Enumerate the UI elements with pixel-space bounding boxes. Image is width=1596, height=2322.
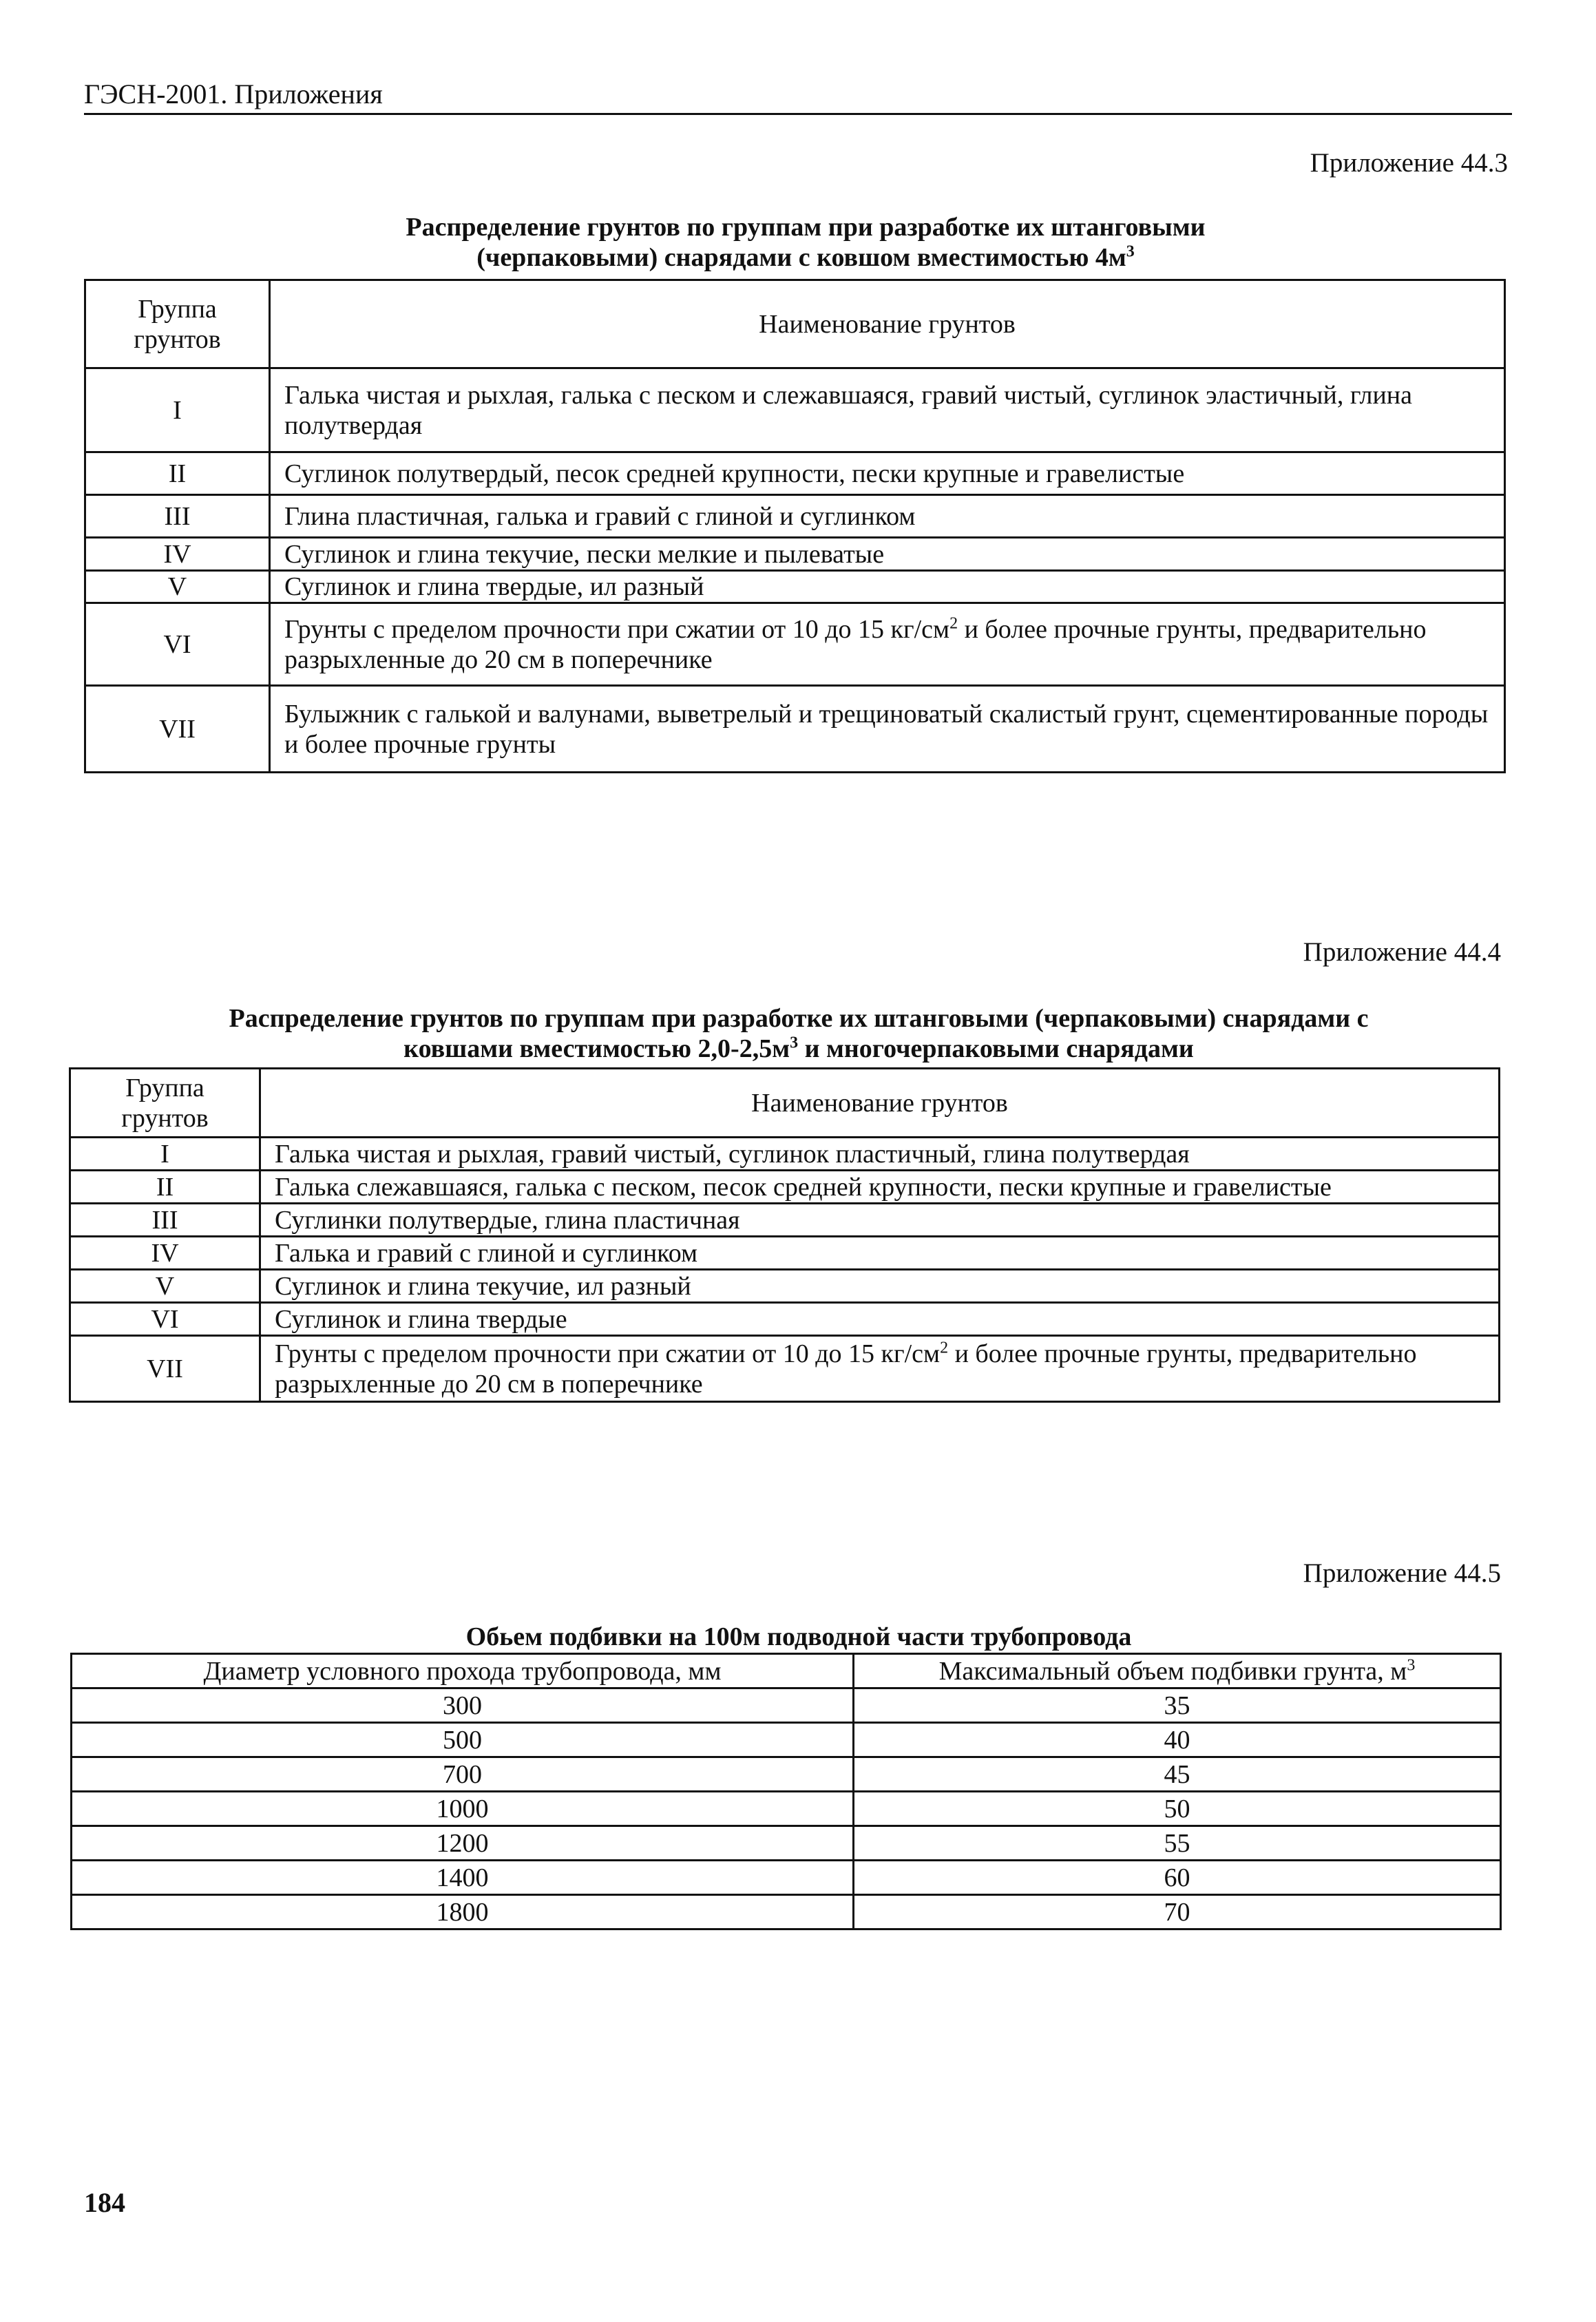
title-line-1: Распределение грунтов по группам при разработке их штанговыми (406, 213, 1206, 242)
diameter-cell: 700 (72, 1757, 854, 1792)
table-row (72, 1757, 1501, 1792)
soil-name-cell: Глина пластичная, галька и гравий с глиной и суглинком (270, 495, 1505, 538)
group-cell: I (70, 1138, 260, 1171)
appendix-44-4-label: Приложение 44.4 (1303, 937, 1501, 967)
group-cell: II (85, 452, 270, 495)
soil-name-cell: Суглинок и глина твердые, ил разный (270, 571, 1505, 603)
diameter-cell: 500 (72, 1723, 854, 1757)
group-cell: VI (85, 603, 270, 686)
volume-cell: 45 (854, 1757, 1501, 1792)
soil-name-cell: Суглинки полутвердые, глина пластичная (260, 1204, 1500, 1237)
soil-name-cell: Суглинок и глина текучие, пески мелкие и пылеватые (270, 538, 1505, 571)
group-cell: III (85, 495, 270, 538)
diameter-cell: 1200 (72, 1826, 854, 1861)
soil-name-cell: Галька чистая и рыхлая, гравий чистый, суглинок пластичный, глина полутвердая (260, 1138, 1500, 1171)
volume-cell: 40 (854, 1723, 1501, 1757)
table-row (85, 603, 1505, 686)
group-cell: V (70, 1270, 260, 1303)
col-header-group: Группа грунтов (70, 1069, 260, 1138)
col-header-name: Наименование грунтов (270, 280, 1505, 368)
col-header-diameter: Диаметр условного прохода трубопровода, мм (72, 1654, 854, 1688)
volume-cell: 35 (854, 1688, 1501, 1723)
diameter-cell: 300 (72, 1688, 854, 1723)
col-header-name: Наименование грунтов (260, 1069, 1500, 1138)
soil-name-cell: Галька чистая и рыхлая, галька с песком и слежавшаяся, гравий чистый, суглинок эластичный, глина полутвердая (270, 368, 1505, 452)
table-row (70, 1336, 1500, 1402)
group-cell: IV (70, 1237, 260, 1270)
appendix-44-5-title: Обьем подбивки на 100м подводной части трубопровода (465, 1622, 1132, 1651)
table-row (70, 1171, 1500, 1204)
group-cell: VI (70, 1303, 260, 1336)
appendix-44-5-label: Приложение 44.5 (1303, 1558, 1501, 1588)
soil-name-cell: Булыжник с галькой и валунами, выветрелый и трещиноватый скалистый грунт, сцементированные породы и более прочные грунты (270, 686, 1505, 773)
volume-cell: 70 (854, 1895, 1501, 1929)
soil-name-cell: Суглинок и глина текучие, ил разный (260, 1270, 1500, 1303)
table-row (85, 368, 1505, 452)
group-cell: V (85, 571, 270, 603)
table-row (85, 538, 1505, 571)
table-row (72, 1723, 1501, 1757)
group-cell: II (70, 1171, 260, 1204)
table-row (70, 1237, 1500, 1270)
soil-groups-table-44-4 (69, 1067, 1500, 1403)
diameter-cell: 1000 (72, 1792, 854, 1826)
soil-name-cell: Галька слежавшаяся, галька с песком, песок средней крупности, пески крупные и гравелистые (260, 1171, 1500, 1204)
diameter-cell: 1800 (72, 1895, 854, 1929)
title-line-2: ковшами вместимостью $2,0-2,5м^3$ и многочерпаковыми снарядами (403, 1034, 1194, 1063)
pipeline-backfill-table (70, 1653, 1502, 1930)
table-row (72, 1895, 1501, 1929)
table-row (85, 571, 1505, 603)
col-header-group: Группа грунтов (85, 280, 270, 368)
table-row (70, 1204, 1500, 1237)
appendix-44-4-title (110, 1003, 1487, 1064)
soil-name-cell: Суглинок и глина твердые (260, 1303, 1500, 1336)
col-header-volume: Максимальный объем подбивки грунта, $м^3$ (854, 1654, 1501, 1688)
table-header-row (85, 280, 1505, 368)
table-header-row (70, 1069, 1500, 1138)
group-cell: III (70, 1204, 260, 1237)
table-row (72, 1792, 1501, 1826)
title-line-1: Распределение грунтов по группам при разработке их штанговыми (черпаковыми) снарядами с (229, 1004, 1369, 1033)
table-row (72, 1861, 1501, 1895)
volume-cell: 50 (854, 1792, 1501, 1826)
appendix-44-3-title (275, 212, 1336, 273)
table-row (70, 1270, 1500, 1303)
group-cell: VII (70, 1336, 260, 1402)
table-row (70, 1303, 1500, 1336)
table-row (72, 1826, 1501, 1861)
table-row (85, 495, 1505, 538)
soil-name-cell: Галька и гравий с глиной и суглинком (260, 1237, 1500, 1270)
table-row (85, 452, 1505, 495)
group-cell: IV (85, 538, 270, 571)
volume-cell: 60 (854, 1861, 1501, 1895)
soil-name-cell: Грунты с пределом прочности при сжатии от 10 до 15 $кг/см^2$ и более прочные грунты, предварительно разрыхленные до 20 см в поперечнике (260, 1336, 1500, 1402)
page-number: 184 (84, 2187, 125, 2218)
group-cell: VII (85, 686, 270, 773)
soil-groups-table-44-3 (84, 279, 1506, 773)
soil-name-cell: Суглинок полутвердый, песок средней крупности, пески крупные и гравелистые (270, 452, 1505, 495)
group-cell: I (85, 368, 270, 452)
diameter-cell: 1400 (72, 1861, 854, 1895)
appendix-44-3-label: Приложение 44.3 (1310, 148, 1508, 178)
page-header: ГЭСН-2001. Приложения (84, 77, 1512, 115)
table-row (70, 1138, 1500, 1171)
soil-name-cell: Грунты с пределом прочности при сжатии от 10 до 15 $кг/см^2$ и более прочные грунты, предварительно разрыхленные до 20 см в поперечнике (270, 603, 1505, 686)
table-row (85, 686, 1505, 773)
table-row (72, 1688, 1501, 1723)
table-header-row (72, 1654, 1501, 1688)
title-line-2: (черпаковыми) снарядами с ковшом вместимостью $4м^3$ (476, 242, 1135, 272)
volume-cell: 55 (854, 1826, 1501, 1861)
